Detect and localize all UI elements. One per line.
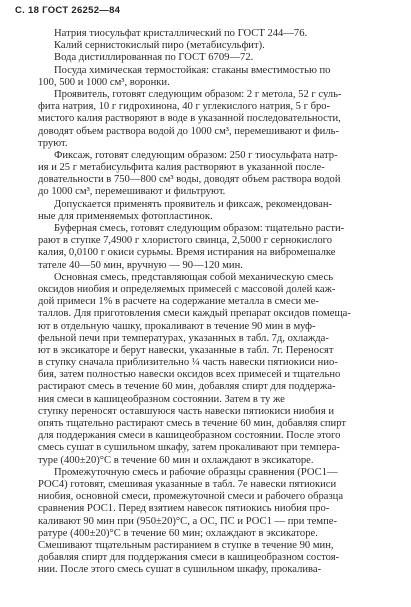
text-line: довательности в 750—800 см³ воды, доводят объем раствора водой bbox=[38, 174, 341, 186]
text-line: рают в ступке 7,4900 г хлористого свинца, 2,5000 г сернокислого bbox=[38, 235, 332, 247]
text-line: Натрия тиосульфат кристаллический по ГОСТ 244—76. bbox=[54, 28, 308, 39]
text-line: смесь сушат в сушильном шкафу, затем прокаливают при темпера- bbox=[38, 442, 340, 454]
text-line: опять тщательно растирают смесь в течение 60 мин, добавляя спирт bbox=[38, 418, 346, 429]
text-line: ия и 25 г метабисульфита калия растворяют в указанной после- bbox=[38, 162, 325, 174]
text-line: ния смеси в кашицеобразном состоянии. Затем в ту же bbox=[38, 393, 285, 405]
text-line: каливают 90 мин при (950±20)°C, а ОС, ПС и РОС1 — при темпе- bbox=[38, 515, 337, 527]
page-header: С. 18 ГОСТ 26252—84 bbox=[15, 5, 121, 16]
text-line: до 1000 см³, перемешивают и фильтруют. bbox=[38, 186, 226, 198]
text-line: ют в эксикаторе и берут навески, указанные в табл. 7г. Переносят bbox=[38, 344, 334, 356]
text-line: калия, 0,0100 г окиси сурьмы. Время истирания на вибромешалке bbox=[38, 247, 336, 259]
text-line: нии. После этого смесь сушат в сушильном шкафу, прокалива- bbox=[38, 564, 322, 576]
text-line: таллов. Для приготовления смеси каждый препарат оксидов помеща- bbox=[38, 308, 351, 320]
text-line: ют в отдельную чашку, прокаливают в течение 90 мин в муф- bbox=[38, 320, 316, 332]
text-line: мистого калия растворяют в воде в указанной последовательности, bbox=[38, 113, 341, 125]
text-line: Буферная смесь, готовят следующим образом: тщательно расти- bbox=[54, 223, 345, 234]
text-line: Допускается применять проявитель и фиксаж, рекомендован- bbox=[54, 198, 333, 210]
text-line: сравнения РОС1. Перед взятием навесок пятиокись ниобия про- bbox=[38, 503, 330, 515]
body-text bbox=[38, 28, 394, 576]
text-line: 100, 500 и 1000 см³, воронки. bbox=[38, 76, 170, 88]
text-line: Проявитель, готовят следующим образом: 2 г метола, 52 г суль- bbox=[54, 88, 342, 100]
text-line: бия, затем полностью навески оксидов всех примесей и тщательно bbox=[38, 369, 341, 381]
text-line: добавляя спирт для поддержания смеси в кашицеобразном состоя- bbox=[38, 552, 340, 564]
text-line: Калий сернистокислый пиро (метабисульфит). bbox=[54, 40, 265, 52]
text-line: Основная смесь, представляющая собой механическую смесь bbox=[54, 271, 334, 283]
text-line: оксидов ниобия и определяемых примесей с массовой долей каж- bbox=[38, 283, 336, 295]
text-line: РОС4) готовят, смешивая указанные в табл. 7е навески пятиокиси bbox=[38, 478, 337, 490]
text-line: ступку переносят оставшуюся часть навески пятиокиси ниобия и bbox=[38, 405, 335, 417]
text-line: ные для применяемых фотопластинок. bbox=[38, 210, 213, 222]
text-line: туре (400±20)°C в течение 60 мин и охлаждают в эксикаторе. bbox=[38, 454, 314, 466]
text-line: в ступку сначала приблизительно ¼ часть навески пятиокиси нио- bbox=[38, 357, 338, 369]
text-line: Смешивают тщательным растиранием в ступке в течение 90 мин, bbox=[38, 539, 334, 551]
text-line: растирают смесь в течение 60 мин, добавляя спирт для поддержа- bbox=[38, 381, 336, 393]
text-line: Вода дистиллированная по ГОСТ 6709—72. bbox=[54, 52, 254, 64]
text-line: ратуре (400±20)°C в течение 60 мин; охлаждают в эксикаторе. bbox=[38, 527, 318, 539]
text-line: Фиксаж, готовят следующим образом: 250 г тиосульфата натр- bbox=[54, 149, 338, 161]
text-line: доводят объем раствора водой до 1000 см³, перемешивают и филь- bbox=[38, 125, 340, 137]
text-line: дой примеси 1% в расчете на содержание металла в смеси ме- bbox=[38, 296, 319, 308]
text-line: Промежуточную смесь и рабочие образцы сравнения (РОС1— bbox=[54, 466, 338, 478]
text-line: ниобия, основной смеси, промежуточной смеси и рабочего образца bbox=[38, 491, 344, 503]
text-line: фита натрия, 10 г гидрохинона, 40 г углекислого натрия, 5 г бро- bbox=[38, 101, 331, 113]
text-line: Посуда химическая термостойкая: стаканы вместимостью по bbox=[54, 64, 331, 76]
text-line: тателе 40—50 мин, вручную — 90—120 мин. bbox=[38, 259, 243, 271]
text-line: для поддержания смеси в кашицеобразном состоянии. После этого bbox=[38, 430, 341, 442]
text-line: фельной печи при температурах, указанных в табл. 7д, охлажда- bbox=[38, 332, 329, 344]
text-line: труют. bbox=[38, 137, 68, 149]
